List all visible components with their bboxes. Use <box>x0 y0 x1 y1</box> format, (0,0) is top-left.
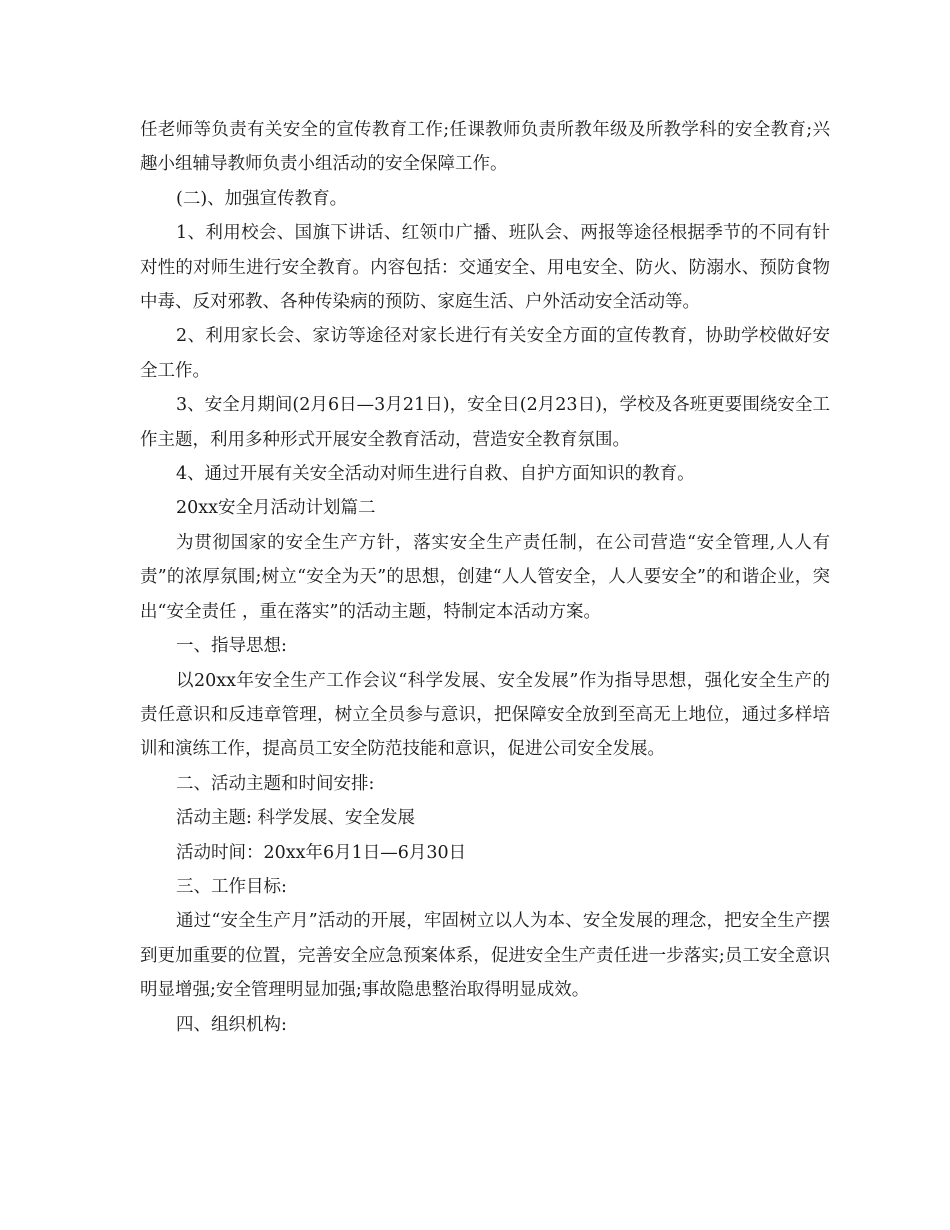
paragraph-item-2: 2、利用家长会、家访等途径对家长进行有关安全方面的宣传教育，协助学校做好安全工作。 <box>140 326 830 381</box>
paragraph-intro: 为贯彻国家的安全生产方针，落实安全生产责任制，在公司营造“安全管理,人人有责”的浓厚氛围;树立“安全为天”的思想，创建“人人管安全，人人要安全”的和谐企业，突出“安全责任 ，重在落实”的活动主题，特制定本活动方案。 <box>140 532 830 622</box>
section-title-plan-two: 20xx安全月活动计划篇二 <box>176 498 376 519</box>
paragraph-guiding-ideology: 以20xx年安全生产工作会议“科学发展、安全发展”作为指导思想，强化安全生产的责任意识和反违章管理，树立全员参与意识，把保障安全放到至高无上地位，通过多样培训和演练工作，提高员工安全防范技能和意识，促进公司安全发展。 <box>140 670 830 760</box>
heading-guiding-ideology: 一、指导思想: <box>176 636 287 657</box>
paragraph-item-1: 1、利用校会、国旗下讲话、红领巾广播、班队会、两报等途径根据季节的不同有针对性的对师生进行安全教育。内容包括：交通安全、用电安全、防火、防溺水、预防食物中毒、反对邪教、各种传染病的预防、家庭生活、户外活动安全活动等。 <box>140 223 830 313</box>
document-body <box>140 113 830 1042</box>
paragraph-item-4: 4、通过开展有关安全活动对师生进行自救、自护方面知识的教育。 <box>176 464 695 485</box>
paragraph-item-3: 3、安全月期间(2月6日—3月21日)，安全日(2月23日)，学校及各班更要围绕安全工作主题，利用多种形式开展安全教育活动，营造安全教育氛围。 <box>140 395 830 450</box>
heading-work-goals: 三、工作目标: <box>176 876 287 897</box>
paragraph-responsibilities: 任老师等负责有关安全的宣传教育工作;任课教师负责所教年级及所教学科的安全教育;兴趣小组辅导教师负责小组活动的安全保障工作。 <box>140 120 830 175</box>
paragraph-activity-time: 活动时间：20xx年6月1日—6月30日 <box>176 842 467 863</box>
paragraph-work-goals: 通过“安全生产月”活动的开展，牢固树立以人为本、安全发展的理念，把安全生产摆到更加重要的位置，完善安全应急预案体系，促进安全生产责任进一步落实;员工安全意识明显增强;安全管理明显加强;事故隐患整治取得明显成效。 <box>140 911 830 1001</box>
heading-publicity-education: (二)、加强宣传教育。 <box>176 188 348 209</box>
heading-theme-schedule: 二、活动主题和时间安排: <box>176 773 375 794</box>
paragraph-activity-theme: 活动主题: 科学发展、安全发展 <box>176 808 415 829</box>
heading-organization: 四、组织机构: <box>176 1014 287 1035</box>
